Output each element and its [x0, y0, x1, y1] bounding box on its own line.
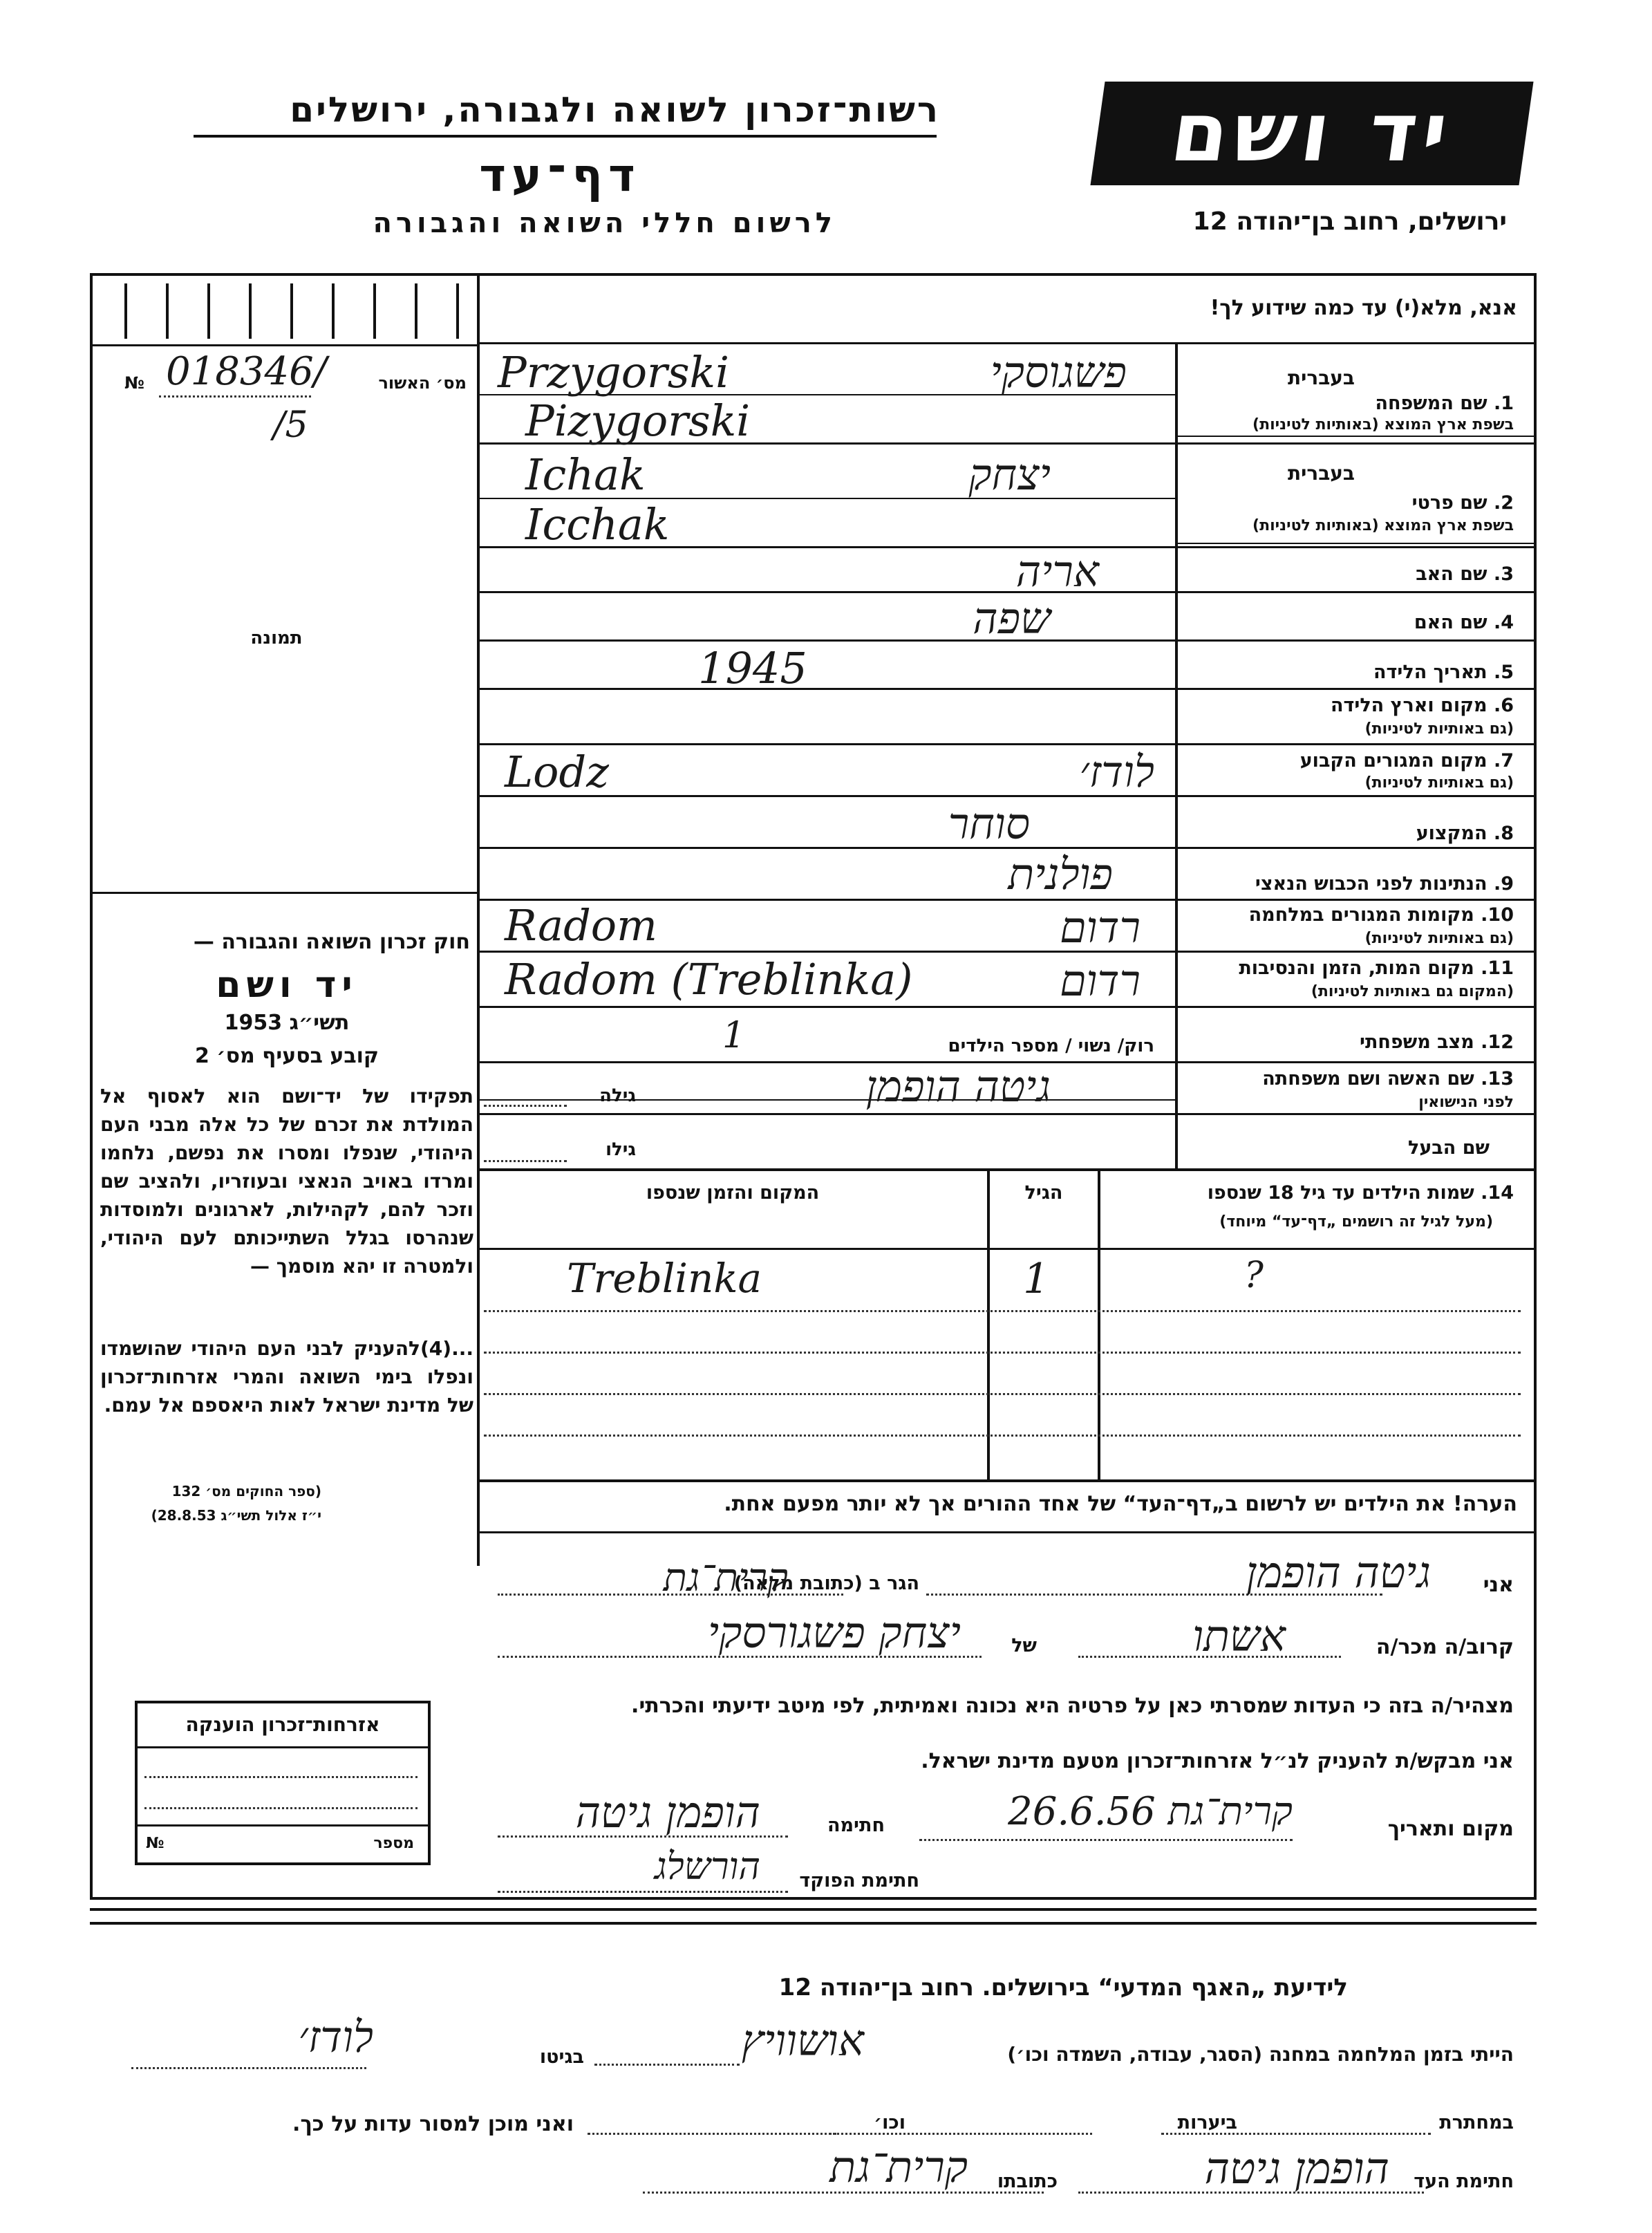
f1-latin-value: Przygorski	[498, 347, 729, 398]
f11-latin-value: Radom (Treblinka)	[505, 954, 913, 1005]
f3-label: 3. שם האב	[1416, 563, 1514, 585]
bottom-address-label: כתובתו	[997, 2171, 1058, 2192]
instruction: אנא, מלא(י) עד כמה שידוע לך!	[1210, 296, 1517, 320]
decl-place-date-label: מקום ותאריך	[1387, 1817, 1514, 1841]
bottom-info-line: לידיעת „האגף המדעי“ בירושלים. רחוב בן־יהודה 12	[778, 1974, 1348, 2001]
decl-officer-label: חתימת הפוקד	[799, 1870, 919, 1891]
f2-hebrew-value: יצחק	[968, 449, 1051, 500]
children-row-age: 1	[1023, 1255, 1050, 1303]
bottom-witness-sig-value: הופמן גיטה	[1204, 2143, 1389, 2194]
f13-value: גיטה הופמן	[865, 1061, 1051, 1112]
f1-latin-value-2: Pizygorski	[525, 395, 751, 446]
decl-of-value: יצחק פשגורסקי	[707, 1607, 961, 1658]
decl-relative-value: אשתו	[1192, 1611, 1286, 1661]
f10-sub: (גם באותיות לטיניות)	[1364, 930, 1514, 947]
law-clause: קובע בסעיף מס׳ 2	[194, 1044, 379, 1068]
decl-signature-label: חתימה	[827, 1815, 885, 1836]
f1-sub: בשפת ארץ המוצא (באותיות לטיניות)	[1252, 416, 1514, 433]
citizenship-box-title: אזרחות־זכרון הוענקה	[185, 1713, 380, 1736]
approval-no-prefix: №	[124, 373, 144, 393]
decl-statement: מצהיר/ה בזה כי העדות שמסרתי כאן על פרטיה היא נכונה ואמיתית, לפי מיטב ידיעתי והכרתי.	[631, 1694, 1514, 1718]
logo	[1090, 82, 1533, 185]
bottom-ghetto-value: לודז׳	[298, 2012, 373, 2062]
f6-label: 6. מקום וארץ הלידה	[1330, 695, 1514, 716]
f7-latin-value: Lodz	[505, 747, 609, 797]
citizenship-no-label: מספר	[373, 1835, 414, 1852]
bottom-ready-text: ואני מוכן למסור עדות על כך.	[292, 2112, 574, 2136]
f2-sub: בשפת ארץ המוצא (באותיות לטיניות)	[1252, 517, 1514, 534]
decl-officer-value: הורשלג	[654, 1844, 760, 1888]
header-address: ירושלים, רחוב בן־יהודה 12	[1192, 207, 1507, 236]
f2-latin-value: Ichak	[525, 449, 646, 500]
f4-value: שפה	[973, 593, 1051, 644]
bottom-etc-label: וכו׳	[874, 2112, 905, 2133]
approval-no-label: מס׳ האשור	[378, 373, 467, 393]
decl-i-label: אני	[1483, 1573, 1514, 1597]
f12-label: 12. מצב משפחתי	[1360, 1031, 1514, 1053]
husband-age-label: גילו	[606, 1139, 636, 1160]
f10-latin-value: Radom	[505, 900, 657, 951]
form-title: דף־עד	[479, 149, 641, 202]
f12-value: 1	[722, 1015, 746, 1056]
law-ref: (ספר החוקים מס׳ 132	[171, 1483, 321, 1499]
f6-sub: (גם באותיות לטיניות)	[1364, 720, 1514, 738]
f9-value: פולנית	[1008, 849, 1113, 899]
bottom-camp-line: הייתי בזמן המלחמה במחנה (הסגר, עבודה, השמדה וכו׳)	[1007, 2043, 1514, 2066]
f11-label: 11. מקום המות, הזמן והנסיבות	[1239, 957, 1514, 979]
children-header-place: המקום והזמן שנספו	[646, 1182, 820, 1204]
decl-request: אני מבקש/ת להעניק לנ״ל אזרחות־זכרון מטעם מדינת ישראל.	[921, 1749, 1514, 1773]
f13-sub: לפני הנישואין	[1418, 1094, 1514, 1111]
approval-no-value: 018346/	[166, 349, 327, 394]
f11-hebrew-value: רדום	[1059, 955, 1141, 1006]
f7-hebrew-value: לודז׳	[1079, 747, 1154, 797]
f1-label: 1. שם המשפחה	[1375, 393, 1514, 414]
f13-label: 13. שם האשה ושם משפחתה	[1262, 1068, 1514, 1090]
decl-resident-label: הגר ב (כתובת מלאה)	[733, 1573, 919, 1594]
f5-value: 1945	[698, 643, 807, 693]
decl-i-value: גיטה הופמן	[1246, 1547, 1431, 1598]
frame-bottom-inner	[90, 1908, 1537, 1911]
f1-hebrew-value: פשגוסקי	[990, 347, 1127, 398]
f5-label: 5. תאריך הלידה	[1373, 662, 1514, 683]
decl-place-date-value: קרית־גת 26.6.56	[1008, 1789, 1293, 1834]
f8-label: 8. המקצוע	[1416, 823, 1514, 844]
logo-text: יד ושם	[1165, 84, 1459, 180]
wife-age-label: גילה	[599, 1085, 636, 1106]
bottom-address-value: קרית־גת	[829, 2142, 968, 2192]
note: הערה! את הילדים יש לרשום ב„דף־העד“ של אחד ההורים אך לא יותר מפעם אחת.	[724, 1492, 1517, 1516]
law-text: תפקידו של יד־ושם הוא לאסוף אל המולדת את זכרם של כל אלה מבני העם היהודי, שנפלו ומסרו את נפשם, נלחמו ומרדו באויב הנאצי ובעוזריו, ולהציב שם וזכר להם, לקהילות, לארגונים ולמוסדות שנהרסו בגלל השתייכותם לעם היהודי, ולמטרה זו יהא מוסמך —	[100, 1085, 473, 1278]
bottom-hiding-label: במחתרת	[1439, 2112, 1514, 2133]
f7-sub: (גם באותיות לטיניות)	[1364, 774, 1514, 792]
citizenship-box	[135, 1701, 431, 1865]
husband-label: שם הבעל	[1407, 1137, 1490, 1159]
f10-label: 10. מקומות המגורים במלחמה	[1248, 904, 1514, 926]
f3-value: אריה	[1015, 546, 1099, 597]
law-year: תשי״ג 1953	[224, 1011, 350, 1035]
f4-label: 4. שם האם	[1414, 612, 1514, 633]
children-header-names: 14. שמות הילדים עד גיל 18 שנספו	[1207, 1182, 1514, 1204]
law-clause4: ...(4)להעניק לבני העם היהודי שהושמדו ונפלו בימי השואה והמרי אזרחות־זכרון של מדינת ישראל לאות היאספם אל עמם.	[100, 1337, 473, 1417]
law-ref-date: י״ז אלול תשי״ג 28.8.53)	[151, 1507, 321, 1524]
photo-label: תמונה	[250, 628, 303, 648]
bottom-camp-value: אושוויץ	[741, 2015, 864, 2066]
decl-signature-value: הופמן גיטה	[575, 1787, 760, 1838]
authority-line: רשות־זכרון לשואה ולגבורה, ירושלים	[290, 90, 940, 130]
form-subtitle: לרשום חללי השואה והגבורה	[373, 207, 836, 239]
decl-of-label: של	[1011, 1635, 1037, 1656]
approval-no-sub: /5	[273, 404, 308, 446]
f2-in-hebrew: בעברית	[1287, 462, 1355, 485]
citizenship-no-prefix: №	[146, 1835, 165, 1852]
filing-ticks	[111, 283, 470, 339]
children-row-name: ?	[1244, 1255, 1264, 1296]
bottom-witness-sig-label: חתימת העד	[1414, 2171, 1514, 2192]
bottom-forests-label: ביערות	[1177, 2112, 1237, 2133]
f10-hebrew-value: רדום	[1059, 902, 1141, 953]
bottom-ghetto-label: בגיטו	[539, 2046, 584, 2068]
decl-relative-label: קרוב/ה מכר/ה	[1376, 1635, 1514, 1659]
f8-value: סוחר	[948, 798, 1030, 849]
law-heading: חוק זכרון השואה והגבורה —	[193, 930, 470, 954]
children-header-age: הגיל	[1024, 1182, 1063, 1204]
f2-latin-value-2: Icchak	[525, 499, 670, 550]
children-row-place: Treblinka	[567, 1255, 762, 1302]
children-header-names-sub: (מעל לגיל זה רושמים „דף־עד“ מיוחד)	[1219, 1213, 1493, 1231]
f12-options: רוק/ נשוי / מספר הילדים	[948, 1036, 1154, 1056]
f1-in-hebrew: בעברית	[1287, 366, 1355, 389]
f7-label: 7. מקום המגורים הקבוע	[1299, 750, 1514, 772]
f9-label: 9. הנתינות לפני הכבוש הנאצי	[1255, 873, 1514, 895]
decl-resident-value: קרית־גת	[663, 1555, 788, 1600]
f2-label: 2. שם פרטי	[1411, 492, 1514, 514]
law-name: יד ושם	[216, 964, 358, 1006]
f11-sub: (המקום גם באותיות לטיניות)	[1311, 983, 1514, 1000]
